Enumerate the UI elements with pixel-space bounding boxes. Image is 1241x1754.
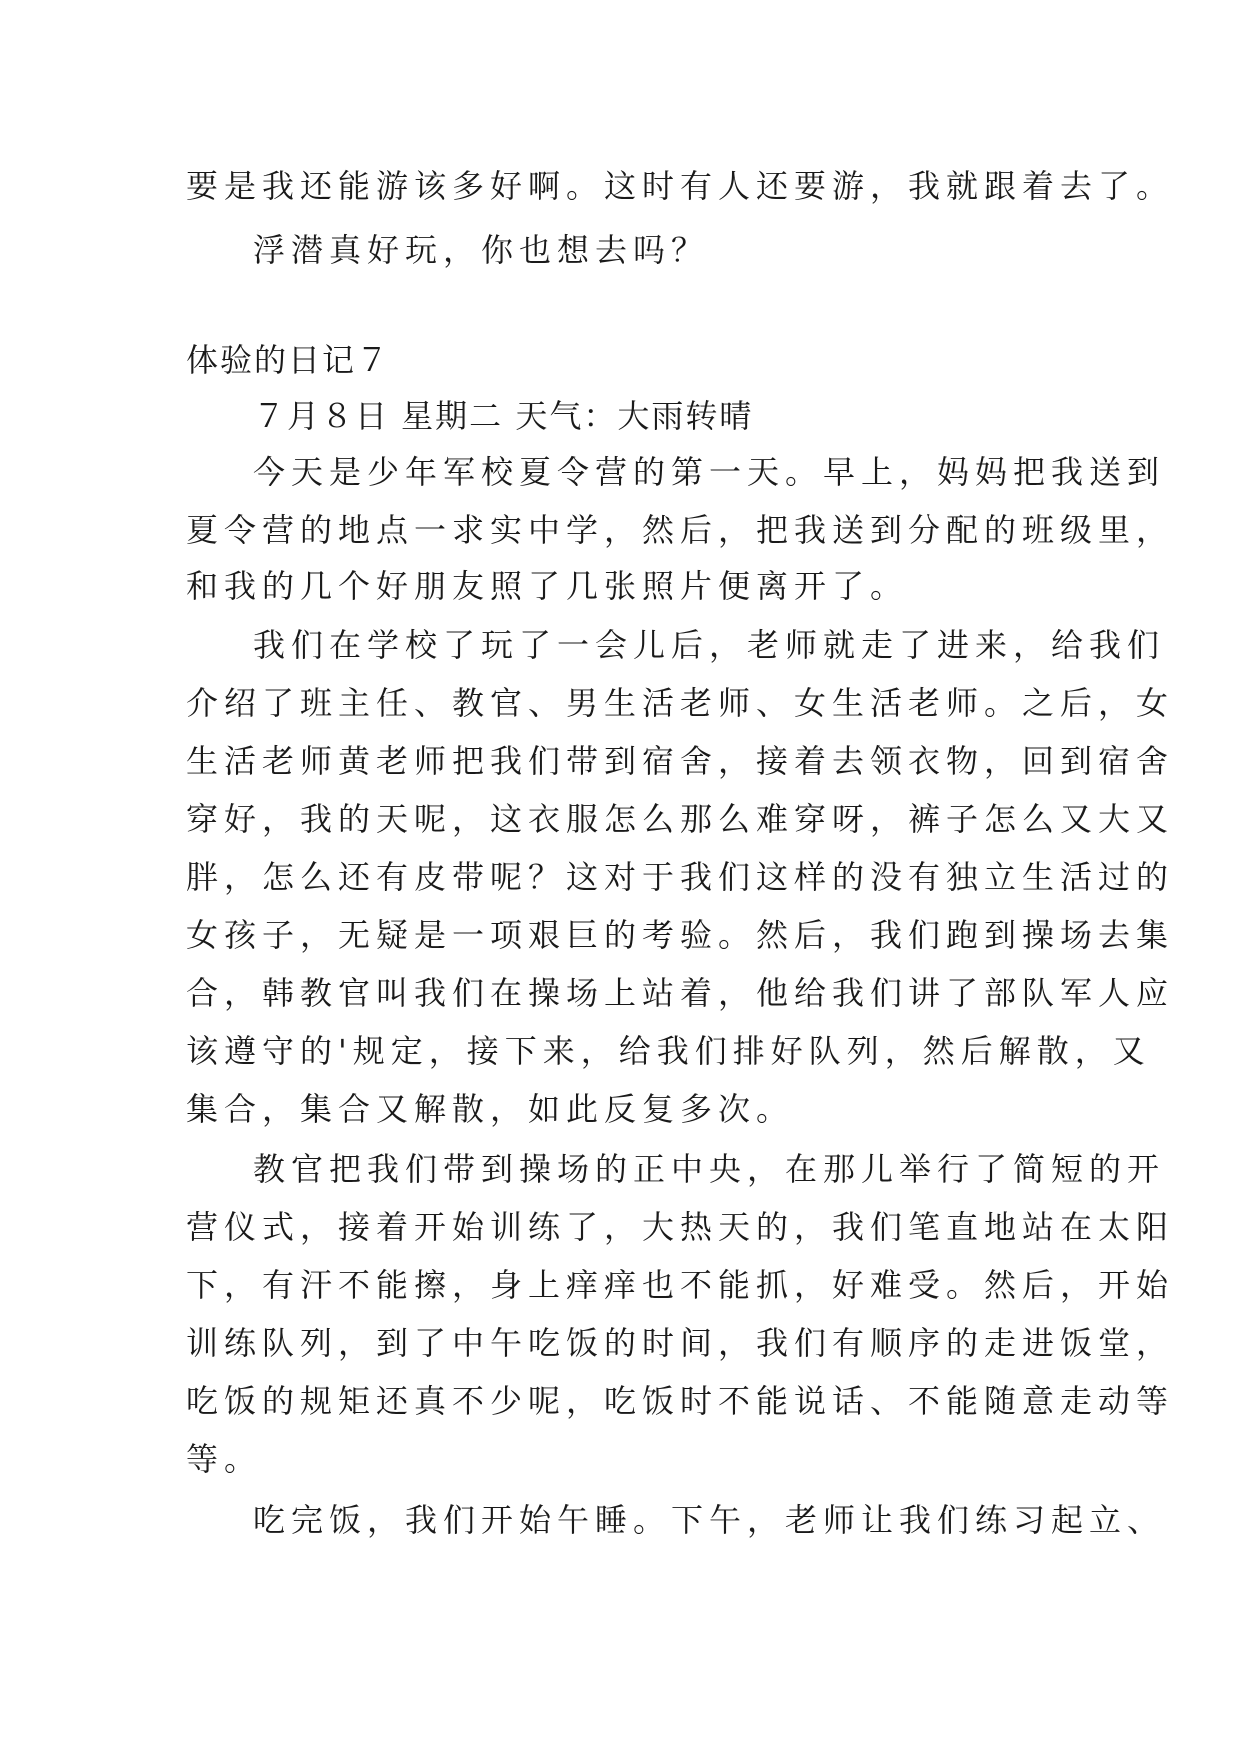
paragraph-line: 下，有汗不能擦，身上痒痒也不能抓，好难受。然后，开始 (186, 1266, 1175, 1304)
paragraph-line: 教官把我们带到操场的正中央，在那儿举行了简短的开 (253, 1150, 1166, 1188)
paragraph-line: 穿好，我的天呢，这衣服怎么那么难穿呀，裤子怎么又大又 (186, 800, 1175, 838)
paragraph-line: 吃完饭，我们开始午睡。下午，老师让我们练习起立、 (253, 1501, 1166, 1539)
paragraph-line: 女孩子，无疑是一项艰巨的考验。然后，我们跑到操场去集 (186, 916, 1175, 954)
paragraph-line: 生活老师黄老师把我们带到宿舍，接着去领衣物，回到宿舍 (186, 742, 1175, 780)
paragraph-line: 介绍了班主任、教官、男生活老师、女生活老师。之后，女 (186, 684, 1175, 722)
paragraph-line: 我们在学校了玩了一会儿后，老师就走了进来，给我们 (253, 626, 1166, 664)
paragraph-line: 浮潜真好玩，你也想去吗？ (253, 231, 710, 269)
date-line: ７月８日 星期二 天气：大雨转晴 (253, 397, 754, 435)
paragraph-line: 要是我还能游该多好啊。这时有人还要游，我就跟着去了。 (186, 167, 1175, 205)
paragraph-line: 集合，集合又解散，如此反复多次。 (186, 1090, 795, 1128)
paragraph-line: 胖，怎么还有皮带呢？这对于我们这样的没有独立生活过的 (186, 858, 1175, 896)
paragraph-line: 吃饭的规矩还真不少呢，吃饭时不能说话、不能随意走动等 (186, 1382, 1175, 1420)
paragraph-line: 等。 (186, 1440, 263, 1478)
paragraph-line: 营仪式，接着开始训练了，大热天的，我们笔直地站在太阳 (186, 1208, 1175, 1246)
paragraph-line: 合，韩教官叫我们在操场上站着，他给我们讲了部队军人应 (186, 974, 1175, 1012)
paragraph-line: 夏令营的地点一求实中学，然后，把我送到分配的班级里， (186, 511, 1175, 549)
paragraph-line: 该遵守的'规定，接下来，给我们排好队列，然后解散，又 (186, 1032, 1151, 1070)
paragraph-line: 和我的几个好朋友照了几张照片便离开了。 (186, 567, 909, 605)
paragraph-line: 训练队列，到了中午吃饭的时间，我们有顺序的走进饭堂， (186, 1324, 1175, 1362)
section-title: 体验的日记７ (186, 341, 391, 379)
paragraph-line: 今天是少年军校夏令营的第一天。早上，妈妈把我送到 (253, 453, 1166, 491)
